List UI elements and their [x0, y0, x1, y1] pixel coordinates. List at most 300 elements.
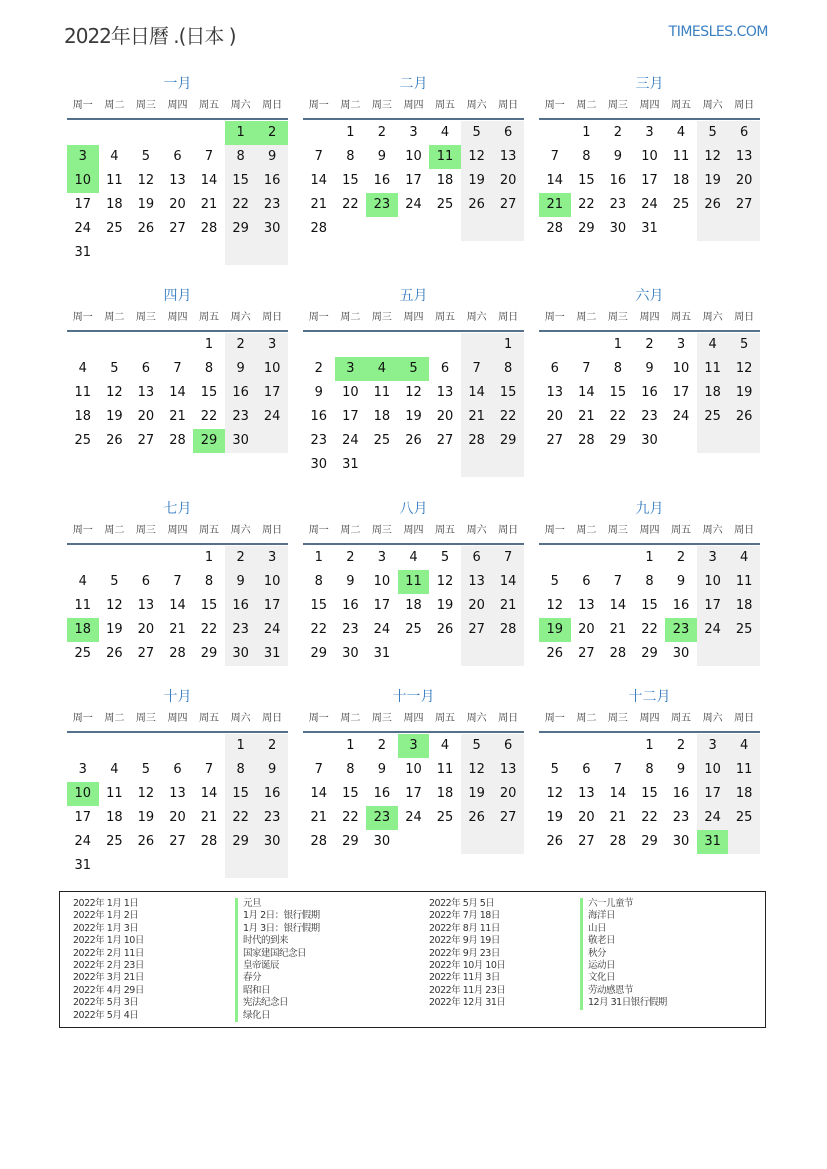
holiday-day-cell[interactable]: 23 — [665, 618, 697, 642]
day-cell[interactable]: 3 — [409, 125, 418, 140]
day-cell[interactable]: 28 — [169, 433, 186, 448]
day-cell[interactable]: 26 — [405, 433, 422, 448]
day-cell[interactable]: 5 — [550, 762, 559, 777]
day-cell[interactable]: 17 — [697, 782, 729, 806]
day-cell[interactable]: 30 — [310, 457, 328, 472]
day-cell[interactable]: 21 — [310, 810, 328, 825]
day-cell[interactable]: 30 — [225, 642, 257, 666]
day-cell[interactable]: 2 — [346, 550, 355, 565]
day-cell[interactable]: 9 — [256, 758, 288, 782]
day-cell[interactable]: 18 — [436, 173, 454, 188]
holiday-day-cell[interactable]: 1 — [225, 121, 257, 145]
day-cell[interactable]: 5 — [440, 550, 450, 565]
day-cell[interactable]: 30 — [342, 646, 359, 661]
day-cell[interactable]: 28 — [492, 618, 524, 642]
day-cell[interactable]: 3 — [645, 125, 654, 140]
day-cell[interactable]: 25 — [74, 433, 92, 448]
day-cell[interactable]: 18 — [672, 173, 690, 188]
day-cell[interactable]: 6 — [492, 121, 524, 145]
day-cell[interactable]: 11 — [728, 758, 760, 782]
day-cell[interactable]: 6 — [440, 361, 450, 376]
day-cell[interactable]: 1 — [613, 337, 623, 352]
day-cell[interactable]: 8 — [346, 149, 355, 164]
day-cell[interactable]: 27 — [436, 433, 454, 448]
day-cell[interactable]: 7 — [461, 357, 493, 381]
day-cell[interactable]: 14 — [169, 385, 186, 400]
day-cell[interactable]: 22 — [225, 806, 257, 830]
day-cell[interactable]: 18 — [697, 381, 729, 405]
day-cell[interactable]: 12 — [106, 385, 123, 400]
day-cell[interactable]: 10 — [256, 357, 288, 381]
day-cell[interactable]: 24 — [641, 197, 658, 212]
day-cell[interactable]: 26 — [546, 646, 564, 661]
day-cell[interactable]: 31 — [373, 646, 391, 661]
day-cell[interactable]: 17 — [74, 197, 92, 212]
day-cell[interactable]: 16 — [225, 594, 257, 618]
day-cell[interactable]: 16 — [310, 409, 328, 424]
day-cell[interactable]: 4 — [409, 550, 418, 565]
day-cell[interactable]: 26 — [461, 193, 493, 217]
day-cell[interactable]: 12 — [546, 786, 564, 801]
day-cell[interactable]: 19 — [728, 381, 760, 405]
day-cell[interactable]: 6 — [141, 574, 151, 589]
day-cell[interactable]: 20 — [578, 810, 595, 825]
day-cell[interactable]: 13 — [578, 598, 595, 613]
day-cell[interactable]: 10 — [405, 762, 422, 777]
day-cell[interactable]: 2 — [613, 125, 623, 140]
day-cell[interactable]: 19 — [137, 810, 155, 825]
day-cell[interactable]: 30 — [672, 646, 690, 661]
day-cell[interactable]: 24 — [256, 618, 288, 642]
day-cell[interactable]: 2 — [645, 337, 654, 352]
day-cell[interactable]: 3 — [697, 546, 729, 570]
day-cell[interactable]: 23 — [225, 405, 257, 429]
day-cell[interactable]: 2 — [676, 550, 686, 565]
day-cell[interactable]: 20 — [492, 782, 524, 806]
day-cell[interactable]: 30 — [256, 830, 288, 854]
day-cell[interactable]: 31 — [641, 221, 658, 236]
day-cell[interactable]: 26 — [106, 433, 123, 448]
day-cell[interactable]: 4 — [78, 574, 87, 589]
day-cell[interactable]: 29 — [578, 221, 595, 236]
day-cell[interactable]: 18 — [106, 197, 123, 212]
day-cell[interactable]: 16 — [225, 381, 257, 405]
day-cell[interactable]: 5 — [728, 333, 760, 357]
day-cell[interactable]: 20 — [436, 409, 454, 424]
day-cell[interactable]: 12 — [137, 173, 155, 188]
day-cell[interactable]: 14 — [578, 385, 595, 400]
day-cell[interactable]: 12 — [436, 574, 454, 589]
day-cell[interactable]: 24 — [342, 433, 359, 448]
day-cell[interactable]: 16 — [672, 598, 690, 613]
day-cell[interactable]: 28 — [609, 646, 627, 661]
day-cell[interactable]: 27 — [492, 806, 524, 830]
day-cell[interactable]: 16 — [256, 169, 288, 193]
day-cell[interactable]: 13 — [578, 786, 595, 801]
holiday-day-cell[interactable]: 5 — [398, 357, 430, 381]
day-cell[interactable]: 23 — [256, 806, 288, 830]
day-cell[interactable]: 24 — [697, 806, 729, 830]
day-cell[interactable]: 12 — [728, 357, 760, 381]
day-cell[interactable]: 23 — [641, 409, 658, 424]
day-cell[interactable]: 8 — [225, 145, 257, 169]
day-cell[interactable]: 28 — [609, 834, 627, 849]
day-cell[interactable]: 31 — [74, 858, 92, 873]
day-cell[interactable]: 15 — [310, 598, 328, 613]
day-cell[interactable]: 15 — [225, 782, 257, 806]
site-name[interactable]: TIMESLES.COM — [668, 24, 768, 40]
day-cell[interactable]: 17 — [405, 786, 422, 801]
day-cell[interactable]: 9 — [377, 762, 387, 777]
day-cell[interactable]: 29 — [609, 433, 627, 448]
day-cell[interactable]: 21 — [578, 409, 595, 424]
day-cell[interactable]: 14 — [200, 786, 218, 801]
day-cell[interactable]: 30 — [225, 429, 257, 453]
day-cell[interactable]: 19 — [137, 197, 155, 212]
day-cell[interactable]: 21 — [492, 594, 524, 618]
day-cell[interactable]: 29 — [225, 217, 257, 241]
day-cell[interactable]: 6 — [582, 762, 591, 777]
day-cell[interactable]: 7 — [492, 546, 524, 570]
day-cell[interactable]: 19 — [461, 782, 493, 806]
day-cell[interactable]: 2 — [377, 125, 387, 140]
day-cell[interactable]: 27 — [492, 193, 524, 217]
day-cell[interactable]: 22 — [200, 409, 218, 424]
day-cell[interactable]: 26 — [461, 806, 493, 830]
day-cell[interactable]: 2 — [377, 738, 387, 753]
day-cell[interactable]: 27 — [137, 646, 155, 661]
day-cell[interactable]: 25 — [728, 806, 760, 830]
day-cell[interactable]: 26 — [137, 221, 155, 236]
day-cell[interactable]: 19 — [697, 169, 729, 193]
day-cell[interactable]: 14 — [546, 173, 564, 188]
day-cell[interactable]: 4 — [110, 762, 119, 777]
day-cell[interactable]: 20 — [137, 622, 155, 637]
day-cell[interactable]: 3 — [377, 550, 387, 565]
day-cell[interactable]: 26 — [137, 834, 155, 849]
day-cell[interactable]: 7 — [204, 762, 214, 777]
day-cell[interactable]: 12 — [405, 385, 422, 400]
day-cell[interactable]: 17 — [697, 594, 729, 618]
day-cell[interactable]: 7 — [173, 361, 182, 376]
day-cell[interactable]: 6 — [492, 734, 524, 758]
day-cell[interactable]: 14 — [609, 786, 627, 801]
day-cell[interactable]: 27 — [728, 193, 760, 217]
day-cell[interactable]: 28 — [310, 221, 328, 236]
day-cell[interactable]: 21 — [169, 409, 186, 424]
day-cell[interactable]: 18 — [728, 782, 760, 806]
day-cell[interactable]: 13 — [728, 145, 760, 169]
day-cell[interactable]: 28 — [578, 433, 595, 448]
day-cell[interactable]: 17 — [74, 810, 92, 825]
day-cell[interactable]: 4 — [728, 546, 760, 570]
day-cell[interactable]: 27 — [578, 646, 595, 661]
day-cell[interactable]: 21 — [609, 810, 627, 825]
day-cell[interactable]: 15 — [641, 598, 658, 613]
day-cell[interactable]: 4 — [440, 125, 450, 140]
day-cell[interactable]: 26 — [697, 193, 729, 217]
day-cell[interactable]: 15 — [200, 598, 218, 613]
holiday-day-cell[interactable]: 4 — [366, 357, 398, 381]
day-cell[interactable]: 19 — [436, 598, 454, 613]
day-cell[interactable]: 10 — [672, 361, 690, 376]
day-cell[interactable]: 30 — [373, 834, 391, 849]
day-cell[interactable]: 8 — [582, 149, 591, 164]
day-cell[interactable]: 2 — [225, 333, 257, 357]
day-cell[interactable]: 5 — [461, 121, 493, 145]
day-cell[interactable]: 9 — [225, 570, 257, 594]
day-cell[interactable]: 15 — [641, 786, 658, 801]
day-cell[interactable]: 27 — [578, 834, 595, 849]
day-cell[interactable]: 22 — [641, 810, 658, 825]
day-cell[interactable]: 11 — [106, 173, 123, 188]
day-cell[interactable]: 26 — [546, 834, 564, 849]
day-cell[interactable]: 27 — [546, 433, 564, 448]
day-cell[interactable]: 20 — [728, 169, 760, 193]
day-cell[interactable]: 16 — [256, 782, 288, 806]
day-cell[interactable]: 21 — [169, 622, 186, 637]
day-cell[interactable]: 25 — [405, 622, 422, 637]
day-cell[interactable]: 4 — [110, 149, 119, 164]
day-cell[interactable]: 16 — [342, 598, 359, 613]
day-cell[interactable]: 12 — [461, 145, 493, 169]
day-cell[interactable]: 8 — [314, 574, 323, 589]
day-cell[interactable]: 28 — [200, 834, 218, 849]
holiday-day-cell[interactable]: 3 — [67, 145, 99, 169]
day-cell[interactable]: 24 — [74, 221, 92, 236]
day-cell[interactable]: 28 — [169, 646, 186, 661]
holiday-day-cell[interactable]: 19 — [539, 618, 571, 642]
day-cell[interactable]: 12 — [546, 598, 564, 613]
day-cell[interactable]: 3 — [78, 762, 87, 777]
day-cell[interactable]: 27 — [169, 221, 186, 236]
day-cell[interactable]: 25 — [373, 433, 391, 448]
holiday-day-cell[interactable]: 3 — [398, 734, 430, 758]
day-cell[interactable]: 26 — [106, 646, 123, 661]
day-cell[interactable]: 11 — [106, 786, 123, 801]
day-cell[interactable]: 10 — [342, 385, 359, 400]
day-cell[interactable]: 27 — [137, 433, 155, 448]
day-cell[interactable]: 16 — [609, 173, 627, 188]
day-cell[interactable]: 12 — [697, 145, 729, 169]
day-cell[interactable]: 1 — [346, 125, 355, 140]
day-cell[interactable]: 7 — [314, 762, 323, 777]
day-cell[interactable]: 13 — [436, 385, 454, 400]
day-cell[interactable]: 22 — [342, 810, 359, 825]
day-cell[interactable]: 29 — [310, 646, 328, 661]
day-cell[interactable]: 1 — [492, 333, 524, 357]
day-cell[interactable]: 27 — [461, 618, 493, 642]
day-cell[interactable]: 23 — [609, 197, 627, 212]
day-cell[interactable]: 7 — [173, 574, 182, 589]
day-cell[interactable]: 31 — [256, 642, 288, 666]
day-cell[interactable]: 30 — [672, 834, 690, 849]
day-cell[interactable]: 14 — [200, 173, 218, 188]
day-cell[interactable]: 10 — [256, 570, 288, 594]
day-cell[interactable]: 15 — [225, 169, 257, 193]
day-cell[interactable]: 19 — [106, 622, 123, 637]
day-cell[interactable]: 20 — [137, 409, 155, 424]
day-cell[interactable]: 4 — [697, 333, 729, 357]
day-cell[interactable]: 15 — [200, 385, 218, 400]
day-cell[interactable]: 28 — [546, 221, 564, 236]
day-cell[interactable]: 7 — [204, 149, 214, 164]
day-cell[interactable]: 14 — [492, 570, 524, 594]
day-cell[interactable]: 28 — [200, 221, 218, 236]
day-cell[interactable]: 22 — [200, 622, 218, 637]
day-cell[interactable]: 11 — [672, 149, 690, 164]
day-cell[interactable]: 5 — [550, 574, 559, 589]
day-cell[interactable]: 18 — [373, 409, 391, 424]
day-cell[interactable]: 13 — [137, 385, 155, 400]
holiday-day-cell[interactable]: 31 — [697, 830, 729, 854]
day-cell[interactable]: 14 — [461, 381, 493, 405]
day-cell[interactable]: 30 — [256, 217, 288, 241]
day-cell[interactable]: 13 — [169, 786, 186, 801]
day-cell[interactable]: 13 — [461, 570, 493, 594]
day-cell[interactable]: 8 — [204, 361, 214, 376]
day-cell[interactable]: 23 — [310, 433, 328, 448]
day-cell[interactable]: 25 — [697, 405, 729, 429]
day-cell[interactable]: 5 — [461, 734, 493, 758]
day-cell[interactable]: 9 — [613, 149, 623, 164]
day-cell[interactable]: 9 — [256, 145, 288, 169]
day-cell[interactable]: 15 — [609, 385, 627, 400]
day-cell[interactable]: 29 — [225, 830, 257, 854]
day-cell[interactable]: 6 — [141, 361, 151, 376]
day-cell[interactable]: 24 — [373, 622, 391, 637]
day-cell[interactable]: 1 — [582, 125, 591, 140]
day-cell[interactable]: 29 — [641, 834, 658, 849]
holiday-day-cell[interactable]: 11 — [398, 570, 430, 594]
day-cell[interactable]: 10 — [697, 758, 729, 782]
day-cell[interactable]: 6 — [582, 574, 591, 589]
day-cell[interactable]: 7 — [550, 149, 559, 164]
day-cell[interactable]: 13 — [137, 598, 155, 613]
day-cell[interactable]: 3 — [256, 546, 288, 570]
day-cell[interactable]: 6 — [173, 762, 182, 777]
day-cell[interactable]: 17 — [672, 385, 690, 400]
day-cell[interactable]: 22 — [609, 409, 627, 424]
day-cell[interactable]: 9 — [645, 361, 654, 376]
day-cell[interactable]: 14 — [310, 786, 328, 801]
day-cell[interactable]: 21 — [310, 197, 328, 212]
day-cell[interactable]: 18 — [405, 598, 422, 613]
day-cell[interactable]: 13 — [492, 145, 524, 169]
day-cell[interactable]: 25 — [436, 810, 454, 825]
day-cell[interactable]: 7 — [613, 574, 623, 589]
day-cell[interactable]: 26 — [436, 622, 454, 637]
day-cell[interactable]: 14 — [169, 598, 186, 613]
day-cell[interactable]: 22 — [225, 193, 257, 217]
day-cell[interactable]: 9 — [676, 762, 686, 777]
day-cell[interactable]: 24 — [405, 810, 422, 825]
day-cell[interactable]: 16 — [641, 385, 658, 400]
day-cell[interactable]: 23 — [256, 193, 288, 217]
day-cell[interactable]: 7 — [314, 149, 323, 164]
day-cell[interactable]: 20 — [169, 197, 186, 212]
day-cell[interactable]: 29 — [492, 429, 524, 453]
day-cell[interactable]: 8 — [204, 574, 214, 589]
day-cell[interactable]: 29 — [641, 646, 658, 661]
day-cell[interactable]: 10 — [405, 149, 422, 164]
day-cell[interactable]: 6 — [550, 361, 559, 376]
day-cell[interactable]: 23 — [225, 618, 257, 642]
day-cell[interactable]: 1 — [204, 550, 214, 565]
day-cell[interactable]: 11 — [74, 385, 92, 400]
day-cell[interactable]: 3 — [697, 734, 729, 758]
day-cell[interactable]: 25 — [106, 834, 123, 849]
day-cell[interactable]: 23 — [342, 622, 359, 637]
day-cell[interactable]: 20 — [461, 594, 493, 618]
day-cell[interactable]: 5 — [141, 149, 151, 164]
day-cell[interactable]: 25 — [436, 197, 454, 212]
day-cell[interactable]: 10 — [697, 570, 729, 594]
day-cell[interactable]: 20 — [492, 169, 524, 193]
day-cell[interactable]: 19 — [106, 409, 123, 424]
day-cell[interactable]: 25 — [74, 646, 92, 661]
day-cell[interactable]: 12 — [106, 598, 123, 613]
day-cell[interactable]: 2 — [256, 734, 288, 758]
day-cell[interactable]: 14 — [609, 598, 627, 613]
day-cell[interactable]: 18 — [436, 786, 454, 801]
day-cell[interactable]: 11 — [728, 570, 760, 594]
day-cell[interactable]: 2 — [676, 738, 686, 753]
day-cell[interactable]: 5 — [110, 574, 119, 589]
day-cell[interactable]: 8 — [645, 762, 654, 777]
day-cell[interactable]: 11 — [436, 762, 454, 777]
day-cell[interactable]: 29 — [342, 834, 359, 849]
day-cell[interactable]: 9 — [377, 149, 387, 164]
day-cell[interactable]: 17 — [256, 594, 288, 618]
day-cell[interactable]: 30 — [641, 433, 658, 448]
holiday-day-cell[interactable]: 11 — [429, 145, 461, 169]
day-cell[interactable]: 2 — [225, 546, 257, 570]
holiday-day-cell[interactable]: 23 — [366, 193, 398, 217]
day-cell[interactable]: 5 — [141, 762, 151, 777]
day-cell[interactable]: 12 — [461, 758, 493, 782]
day-cell[interactable]: 31 — [342, 457, 359, 472]
holiday-day-cell[interactable]: 21 — [539, 193, 571, 217]
day-cell[interactable]: 15 — [342, 786, 359, 801]
day-cell[interactable]: 8 — [492, 357, 524, 381]
day-cell[interactable]: 21 — [200, 810, 218, 825]
day-cell[interactable]: 25 — [672, 197, 690, 212]
day-cell[interactable]: 6 — [728, 121, 760, 145]
day-cell[interactable]: 9 — [225, 357, 257, 381]
day-cell[interactable]: 24 — [256, 405, 288, 429]
day-cell[interactable]: 18 — [106, 810, 123, 825]
day-cell[interactable]: 17 — [256, 381, 288, 405]
holiday-day-cell[interactable]: 23 — [366, 806, 398, 830]
day-cell[interactable]: 13 — [546, 385, 564, 400]
day-cell[interactable]: 20 — [578, 622, 595, 637]
day-cell[interactable]: 4 — [676, 125, 686, 140]
day-cell[interactable]: 17 — [342, 409, 359, 424]
day-cell[interactable]: 17 — [641, 173, 658, 188]
day-cell[interactable]: 9 — [346, 574, 355, 589]
day-cell[interactable]: 15 — [342, 173, 359, 188]
day-cell[interactable]: 16 — [373, 173, 391, 188]
day-cell[interactable]: 1 — [645, 738, 654, 753]
holiday-day-cell[interactable]: 18 — [67, 618, 99, 642]
day-cell[interactable]: 1 — [346, 738, 355, 753]
day-cell[interactable]: 16 — [672, 786, 690, 801]
day-cell[interactable]: 24 — [74, 834, 92, 849]
day-cell[interactable]: 6 — [461, 546, 493, 570]
day-cell[interactable]: 4 — [728, 734, 760, 758]
day-cell[interactable]: 10 — [641, 149, 658, 164]
